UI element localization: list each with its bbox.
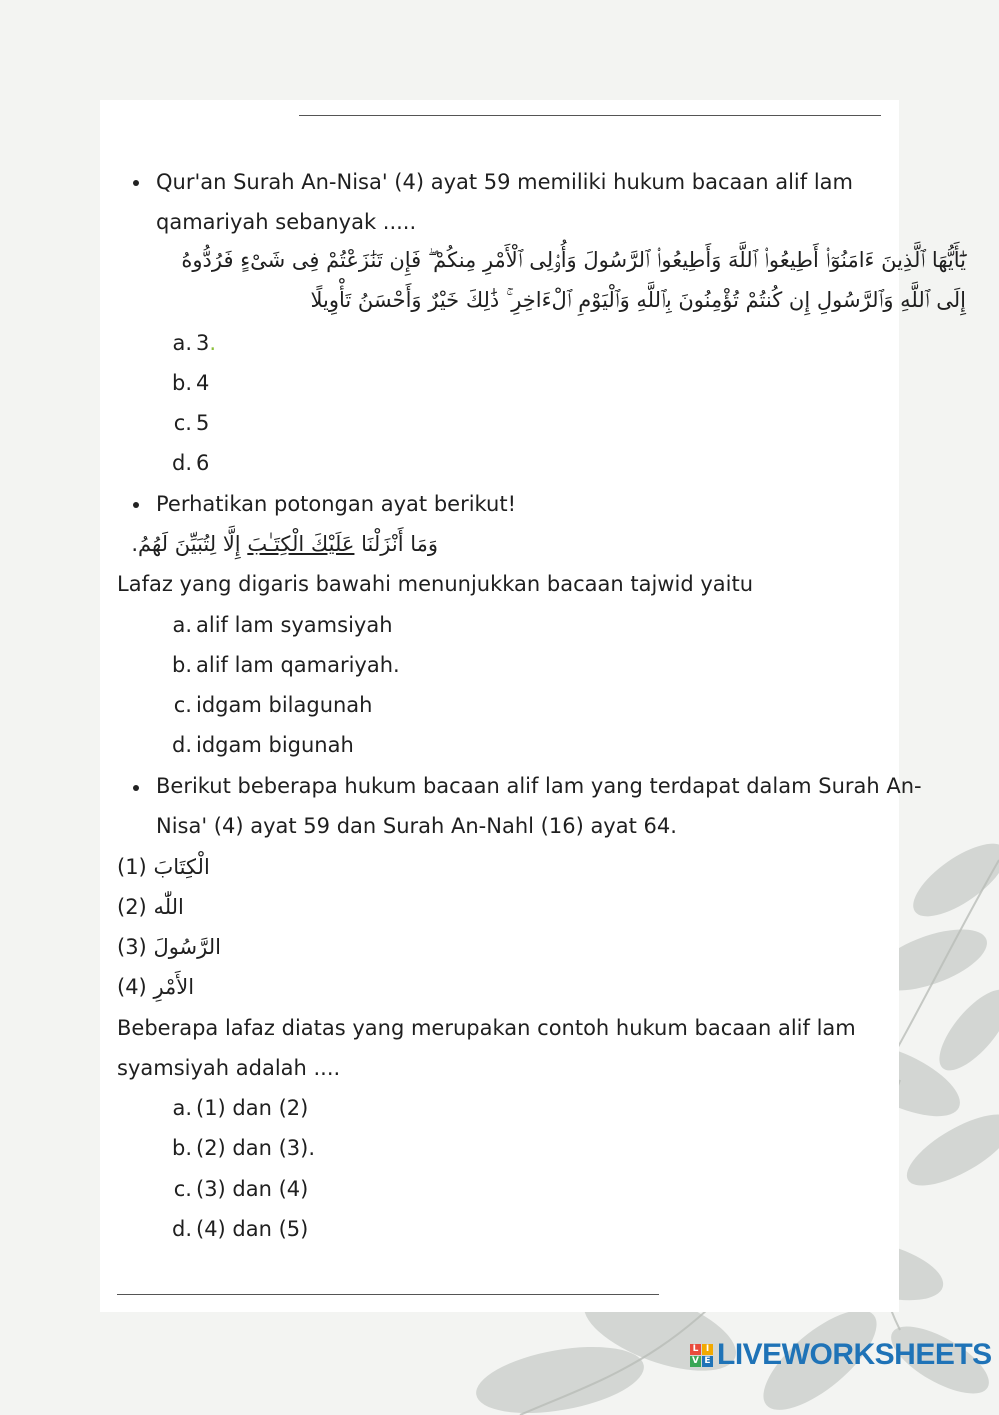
item-number: (2) [117, 895, 147, 919]
option-b[interactable]: alif lam qamariyah. [196, 653, 400, 677]
option-a[interactable]: (1) dan (2) [196, 1096, 309, 1120]
lafaz-item-1 [117, 847, 210, 887]
option-a-label: a. [172, 613, 192, 637]
question-3-prompt-cont: syamsiyah adalah .... [117, 1056, 341, 1080]
bullet [133, 180, 139, 186]
question-2-text: Perhatikan potongan ayat berikut! [156, 492, 517, 516]
arabic-verse-line-1: يَٰٓأَيُّهَا ٱلَّذِينَ ءَامَنُوٓا۟ أَطِيعُوا۟ ٱللَّهَ وَأَطِيعُوا۟ ٱلرَّسُولَ وَأُو۟لِى ٱلْأَمْرِ مِنكُمْ ۖ فَإِن تَنَٰزَعْتُمْ فِى شَىْءٍ فَرُدُّوهُ [181, 248, 966, 272]
option-a-label: a. [172, 331, 192, 355]
option-c-label: c. [173, 1177, 192, 1201]
option-d-label: d. [172, 1217, 193, 1241]
item-arabic: الْكِتَابَ [153, 855, 210, 879]
option-b-label: b. [172, 1136, 193, 1160]
logo-text: LIVEWORKSHEETS [717, 1338, 992, 1371]
option-c[interactable]: 5 [196, 411, 210, 435]
logo-letter: I [702, 1344, 713, 1355]
answer-mark: . [209, 331, 217, 355]
option-d-label: d. [172, 733, 193, 757]
arabic-verse-line-2: إِلَى ٱللَّهِ وَٱلرَّسُولِ إِن كُنتُمْ تُؤْمِنُونَ بِٱللَّهِ وَٱلْيَوْمِ ٱلْءَاخِرِ ۚ ذَٰلِكَ خَيْرٌ وَأَحْسَنُ تَأْوِيلًا [310, 288, 966, 312]
underlined-phrase: عَلَيْكَ الْكِتَـٰبَ [247, 532, 355, 556]
option-a[interactable]: alif lam syamsiyah [196, 613, 393, 637]
arabic-text: وَمَا أَنْزَلْنَا [354, 532, 438, 556]
item-number: (3) [117, 935, 147, 959]
option-a[interactable] [196, 323, 216, 363]
question-3-text: Berikut beberapa hukum bacaan alif lam yang terdapat dalam Surah An- [156, 774, 922, 798]
bottom-divider [117, 1294, 659, 1295]
option-d-label: d. [172, 451, 193, 475]
arabic-text: إِلَّا لِتُبَيِّنَ لَهُمُ. [131, 532, 248, 556]
option-c[interactable]: idgam bilagunah [196, 693, 373, 717]
lafaz-item-2 [117, 887, 184, 927]
option-d[interactable]: (4) dan (5) [196, 1217, 309, 1241]
option-d[interactable]: 6 [196, 451, 210, 475]
lafaz-item-3 [117, 927, 221, 967]
question-1-text: Qur'an Surah An-Nisa' (4) ayat 59 memiliki hukum bacaan alif lam [156, 170, 853, 194]
question-3-prompt: Beberapa lafaz diatas yang merupakan contoh hukum bacaan alif lam [117, 1016, 856, 1040]
worksheet-page [100, 100, 966, 1312]
item-arabic: الرَّسُولَ [153, 935, 221, 959]
option-d[interactable]: idgam bigunah [196, 733, 354, 757]
arabic-verse-excerpt [108, 524, 438, 564]
item-arabic: الأَمْرِ [153, 975, 195, 999]
option-c-label: c. [173, 693, 192, 717]
bullet [133, 502, 139, 508]
top-divider [299, 115, 881, 116]
question-3-text-cont: Nisa' (4) ayat 59 dan Surah An-Nahl (16) ayat 64. [156, 814, 677, 838]
item-number: (4) [117, 975, 147, 999]
option-a-text: 3 [196, 331, 210, 355]
option-c[interactable]: (3) dan (4) [196, 1177, 309, 1201]
logo-letter: E [702, 1356, 713, 1367]
bullet [133, 785, 139, 791]
option-a-label: a. [172, 1096, 192, 1120]
liveworksheets-logo [690, 1338, 992, 1372]
logo-badge [690, 1344, 713, 1367]
lafaz-item-4 [117, 967, 194, 1007]
question-2-prompt: Lafaz yang digaris bawahi menunjukkan bacaan tajwid yaitu [117, 572, 753, 596]
logo-letter: V [690, 1356, 701, 1367]
option-b-label: b. [172, 371, 193, 395]
option-b-label: b. [172, 653, 193, 677]
option-b[interactable]: (2) dan (3). [196, 1136, 316, 1160]
logo-letter: L [690, 1344, 701, 1355]
option-b[interactable]: 4 [196, 371, 210, 395]
item-number: (1) [117, 855, 147, 879]
option-c-label: c. [173, 411, 192, 435]
item-arabic: اللّٰه [153, 895, 184, 919]
question-1-text-cont: qamariyah sebanyak ..... [156, 210, 417, 234]
